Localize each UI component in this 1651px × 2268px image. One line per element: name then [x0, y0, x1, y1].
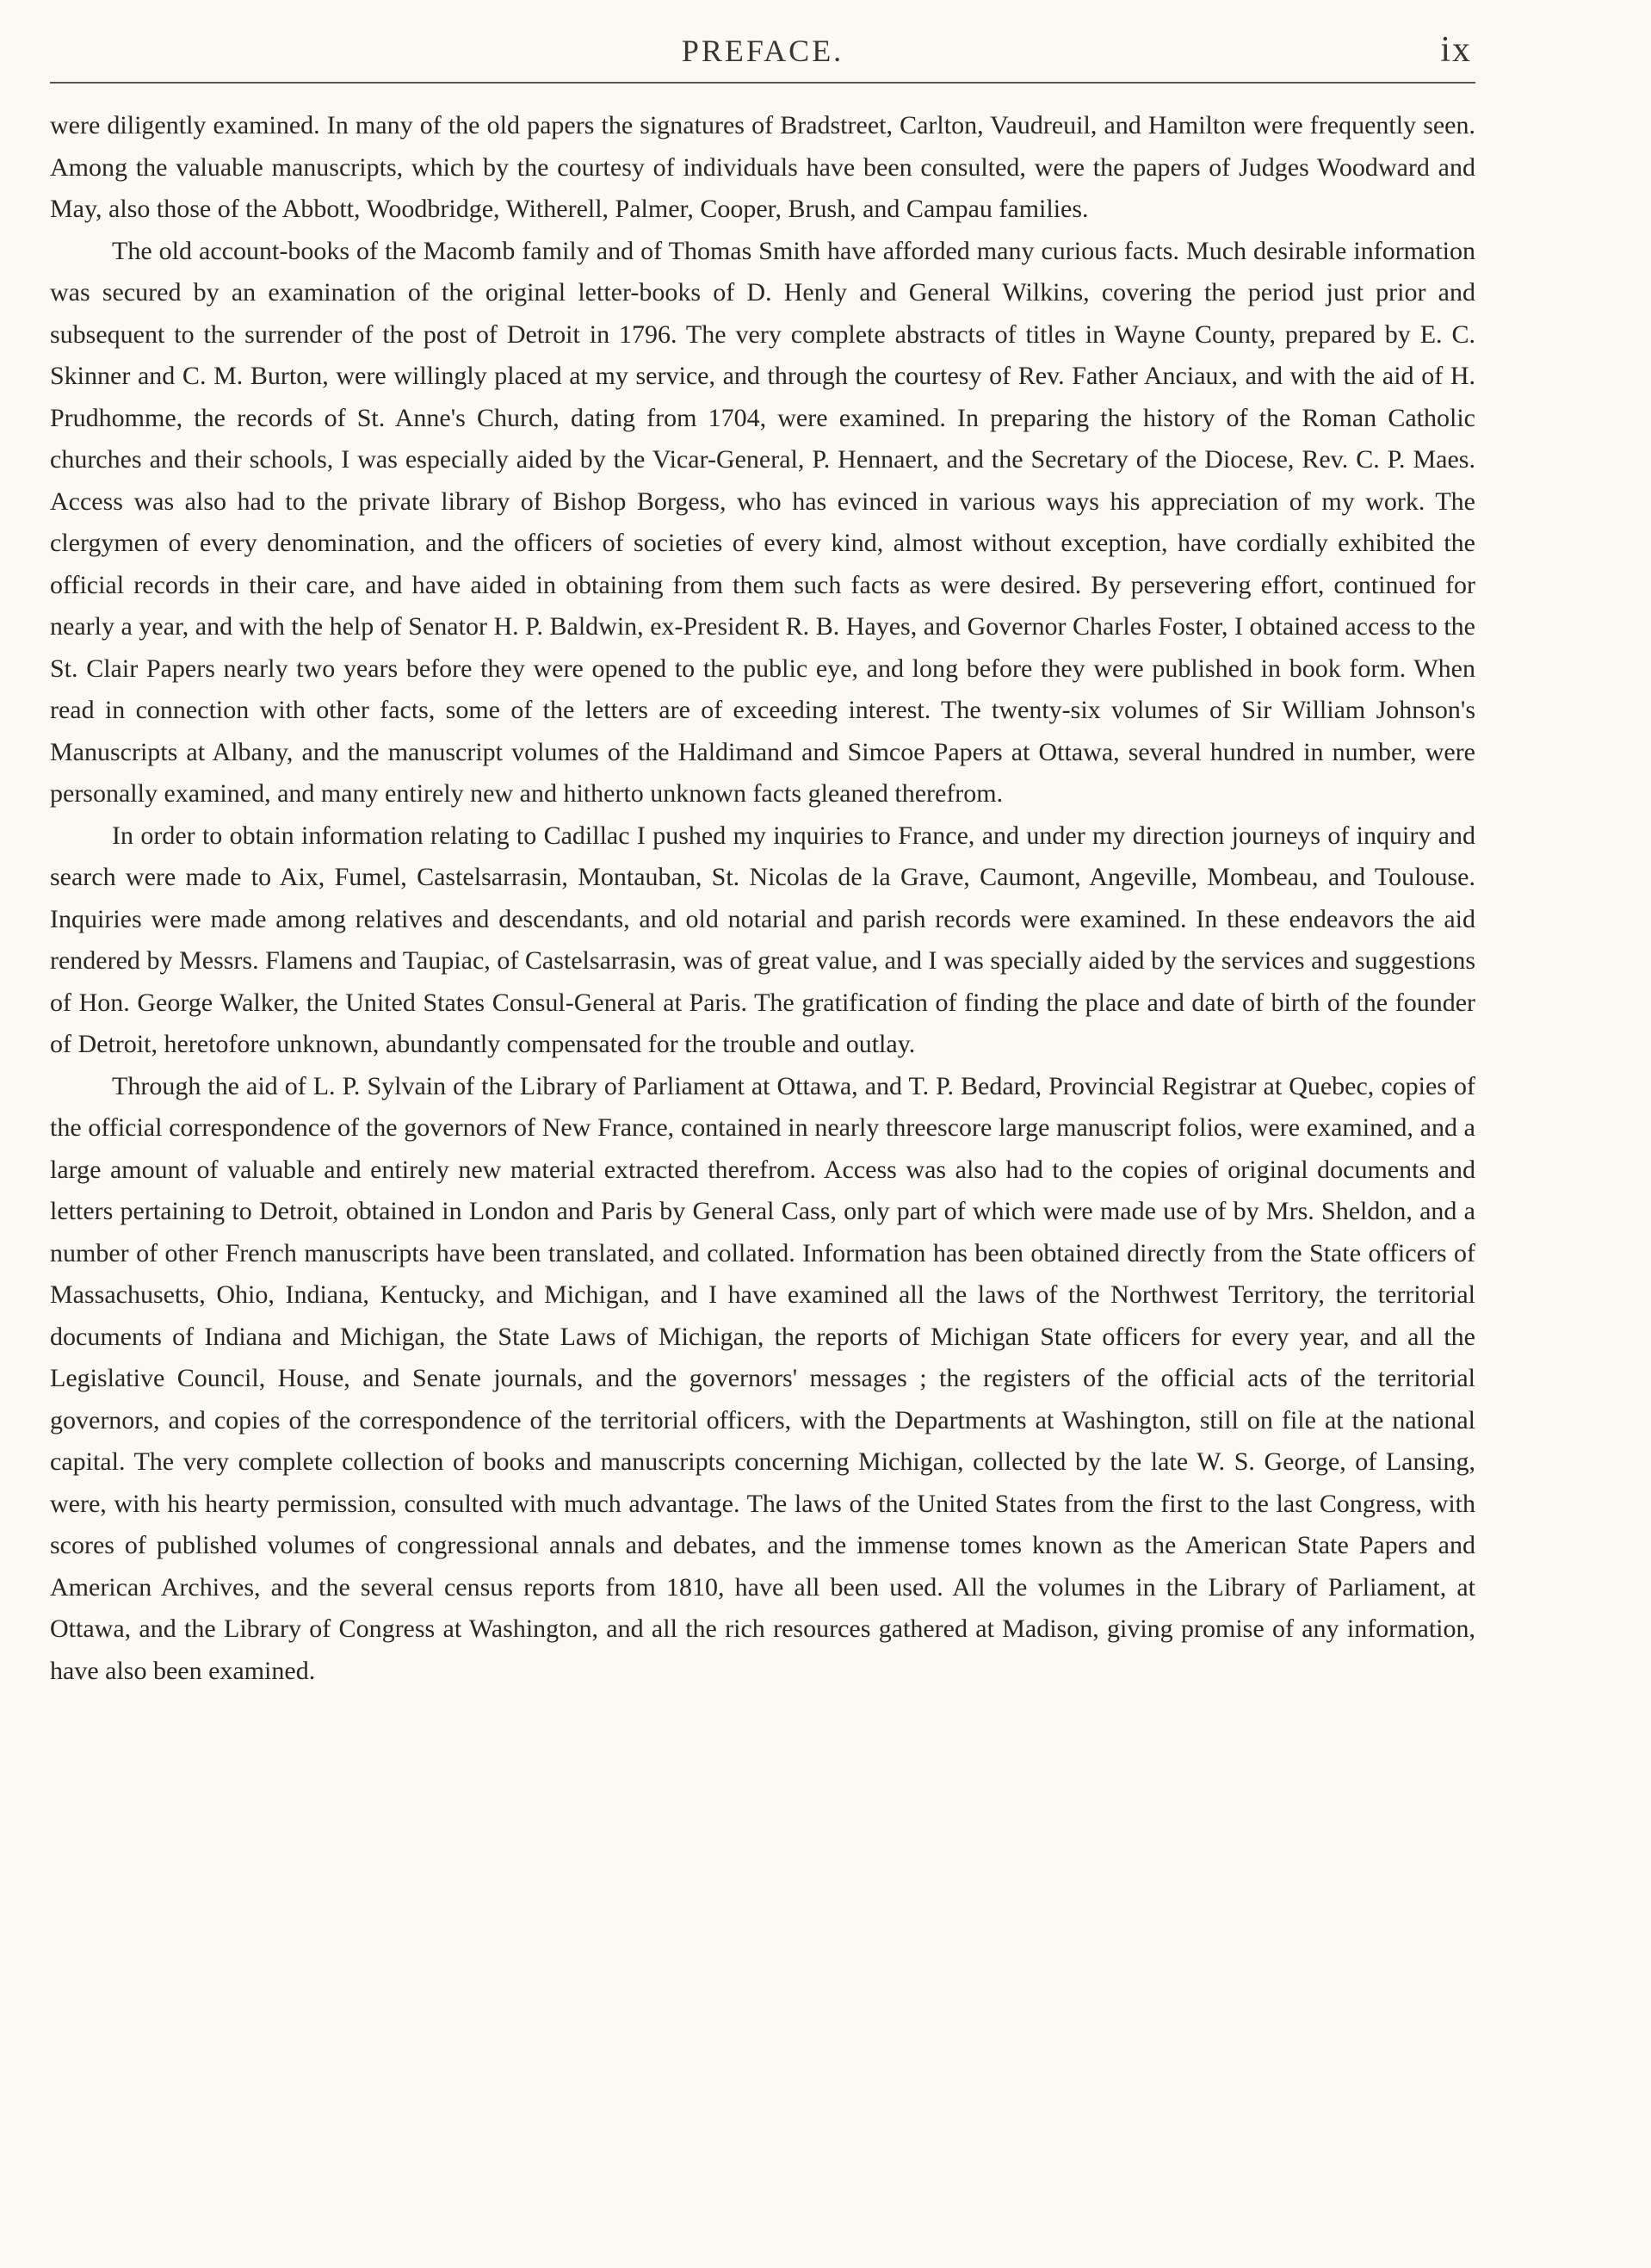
paragraph-official-correspondence: Through the aid of L. P. Sylvain of the Library of Parliament at Ottawa, and T. P. Bedard, Provincial Registrar at Quebec, copies of the official correspondence of the governors of New France, contained in nearly threescore large manuscript folios, were examined, and a large amount of valuable and entirely new material extracted therefrom. Access was also had to the copies of original documents and letters pertaining to Detroit, obtained in London and Paris by General Cass, only part of which were made use of by Mrs. Sheldon, and a number of other French manuscripts have been translated, and collated. Information has been obtained directly from the State officers of Massachusetts, Ohio, Indiana, Kentucky, and Michigan, and I have examined all the laws of the Northwest Territory, the territorial documents of Indiana and Michigan, the State Laws of Michigan, the reports of Michigan State officers for every year, and all the Legislative Council, House, and Senate journals, and the governors' messages ; the registers of the official acts of the territorial governors, and copies of the correspondence of the territorial officers, with the Departments at Washington, still on file at the national capital. The very complete collection of books and manuscripts concerning Michigan, collected by the late W. S. George, of Lansing, were, with his hearty permission, consulted with much advantage. The laws of the United States from the first to the last Congress, with scores of published volumes of congressional annals and debates, and the immense tomes known as the American State Papers and American Archives, and the several census reports from 1810, have all been used. All the volumes in the Library of Parliament, at Ottawa, and the Library of Congress at Washington, and all the rich resources gathered at Madison, giving promise of any information, have also been examined. — [50, 1071, 1475, 1685]
running-head — [50, 0, 1475, 86]
paragraph-account-books: The old account-books of the Macomb family and of Thomas Smith have afforded many curious facts. Much desirable information was secured by an examination of the original letter-books of D. Henly and General Wilkins, covering the period just prior and subsequent to the surrender of the post of Detroit in 1796. The very complete abstracts of titles in Wayne County, prepared by E. C. Skinner and C. M. Burton, were willingly placed at my service, and through the courtesy of Rev. Father Anciaux, and with the aid of H. Prudhomme, the records of St. Anne's Church, dating from 1704, were examined. In preparing the history of the Roman Catholic churches and their schools, I was especially aided by the Vicar-General, P. Hennaert, and the Secretary of the Diocese, Rev. C. P. Maes. Access was also had to the private library of Bishop Borgess, who has evinced in various ways his appreciation of my work. The clergymen of every denomination, and the officers of societies of every kind, almost without exception, have cordially exhibited the official records in their care, and have aided in obtaining from them such facts as were desired. By persevering effort, continued for nearly a year, and with the help of Senator H. P. Baldwin, ex-President R. B. Hayes, and Governor Charles Foster, I obtained access to the St. Clair Papers nearly two years before they were opened to the public eye, and long before they were published in book form. When read in connection with other facts, some of the letters are of exceeding interest. The twenty-six volumes of Sir William Johnson's Manuscripts at Albany, and the manuscript volumes of the Haldimand and Simcoe Papers at Ottawa, several hundred in number, were personally examined, and many entirely new and hitherto unknown facts gleaned therefrom. — [50, 236, 1475, 808]
header-rule — [50, 82, 1475, 84]
body-text — [50, 105, 1475, 1692]
running-title: PREFACE. — [681, 34, 844, 68]
page-number: ix — [1440, 30, 1472, 70]
paragraph-continued: were diligently examined. In many of the old papers the signatures of Bradstreet, Carlton, Vaudreuil, and Hamilton were frequently seen. Among the valuable manuscripts, which by the courtesy of individuals have been consulted, were the papers of Judges Woodward and May, also those of the Abbott, Woodbridge, Witherell, Palmer, Cooper, Brush, and Campau families. — [50, 111, 1475, 223]
paragraph-cadillac-inquiries: In order to obtain information relating to Cadillac I pushed my inquiries to France, and under my direction journeys of inquiry and search were made to Aix, Fumel, Castelsarrasin, Montauban, St. Nicolas de la Grave, Caumont, Angeville, Mombeau, and Toulouse. Inquiries were made among relatives and descendants, and old notarial and parish records were examined. In these endeavors the aid rendered by Messrs. Flamens and Taupiac, of Castelsarrasin, was of great value, and I was specially aided by the services and suggestions of Hon. George Walker, the United States Consul-General at Paris. The gratification of finding the place and date of birth of the founder of Detroit, heretofore unknown, abundantly compensated for the trouble and outlay. — [50, 821, 1475, 1058]
book-page — [50, 0, 1475, 2268]
